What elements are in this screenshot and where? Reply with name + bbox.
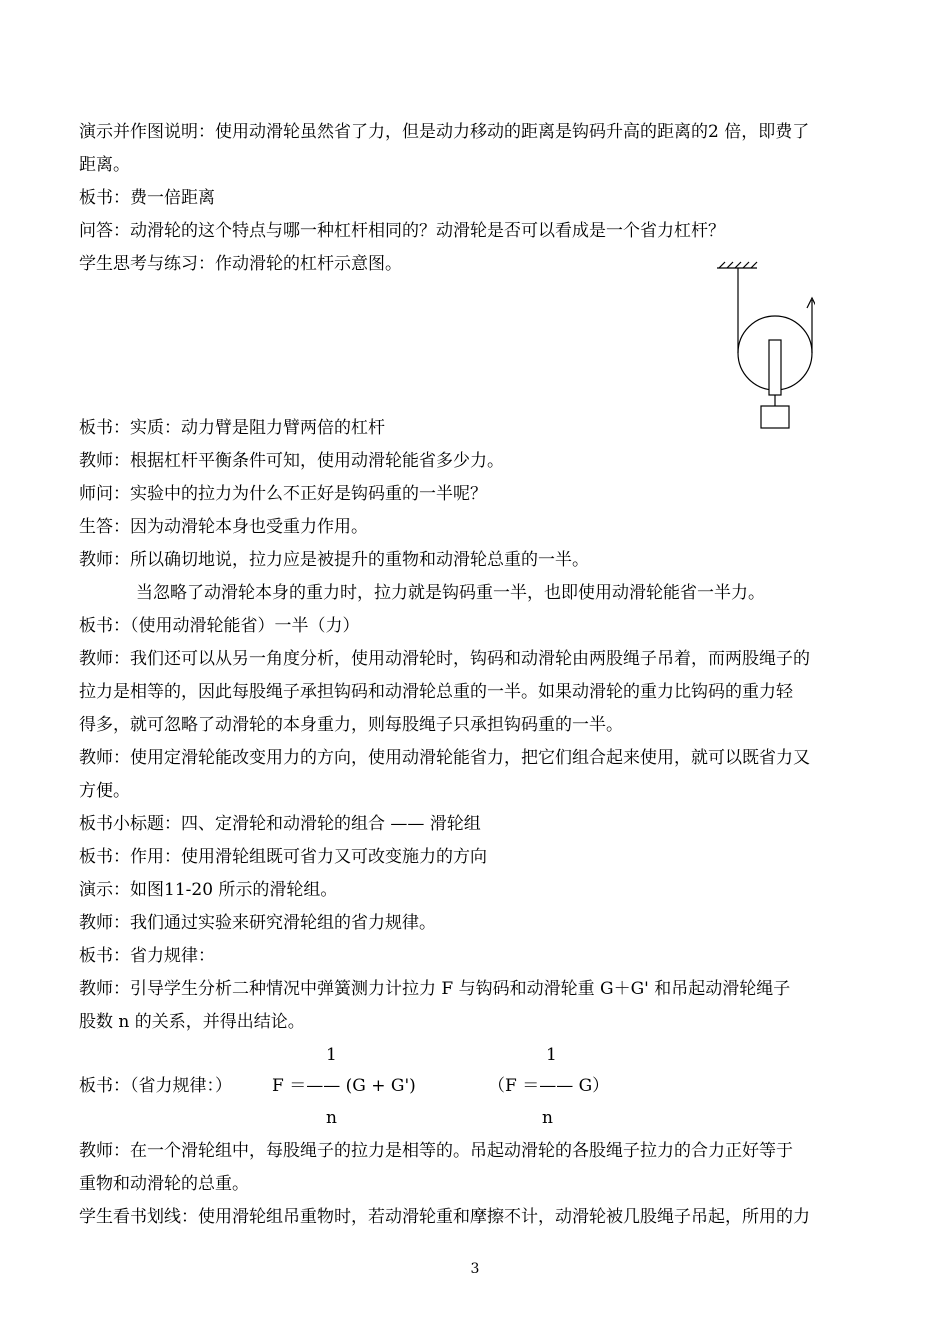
text-line: 教师：所以确切地说，拉力应是被提升的重物和动滑轮总重的一半。 xyxy=(79,550,589,570)
text-line: 板书：省力规律： xyxy=(79,946,215,966)
text-line: 问答：动滑轮的这个特点与哪一种杠杆相同的？动滑轮是否可以看成是一个省力杠杆？ xyxy=(79,221,725,241)
text-line: 板书：作用：使用滑轮组既可省力又可改变施力的方向 xyxy=(79,847,487,867)
formula-expression: （F ＝—— G） xyxy=(488,1076,610,1096)
text-line: 板书：费一倍距离 xyxy=(79,188,215,208)
text-line: 教师：根据杠杆平衡条件可知，使用动滑轮能省多少力。 xyxy=(79,451,504,471)
text-line: 当忽略了动滑轮本身的重力时，拉力就是钩码重一半，也即使用动滑轮能省一半力。 xyxy=(136,583,765,603)
text-line: 板书：实质：动力臂是阻力臂两倍的杠杆 xyxy=(79,418,385,438)
pulley-axle xyxy=(769,340,781,395)
weight-block xyxy=(761,406,789,428)
text-line: 教师：我们通过实验来研究滑轮组的省力规律。 xyxy=(79,913,436,933)
text-line: 距离。 xyxy=(79,155,130,175)
text-line: 演示并作图说明：使用动滑轮虽然省了力，但是动力移动的距离是钩码升高的距离的2 倍，即费了 xyxy=(79,122,810,142)
text-line: 板书：（使用动滑轮能省）一半（力） xyxy=(79,616,360,636)
text-line: 拉力是相等的，因此每股绳子承担钩码和动滑轮总重的一半。如果动滑轮的重力比钩码的重力轻 xyxy=(79,682,793,702)
text-line: 得多，就可忽略了动滑轮的本身重力，则每股绳子只承担钩码重的一半。 xyxy=(79,715,623,735)
text-line: 学生看书划线：使用滑轮组吊重物时，若动滑轮重和摩擦不计，动滑轮被几股绳子吊起，所用的力 xyxy=(79,1207,810,1227)
formula-denominator: n xyxy=(326,1108,337,1128)
text-line: 教师：在一个滑轮组中，每股绳子的拉力是相等的。吊起动滑轮的各股绳子拉力的合力正好等于 xyxy=(79,1141,793,1161)
text-line: 股数 n 的关系，并得出结论。 xyxy=(79,1012,305,1032)
movable-pulley-diagram xyxy=(705,258,815,438)
text-line: 教师：引导学生分析二种情况中弹簧测力计拉力 F 与钩码和动滑轮重 G＋G' 和吊起动滑轮绳子 xyxy=(79,979,791,999)
text-line: 生答：因为动滑轮本身也受重力作用。 xyxy=(79,517,368,537)
text-line: 学生思考与练习：作动滑轮的杠杆示意图。 xyxy=(79,254,402,274)
formula-denominator: n xyxy=(542,1108,553,1128)
text-line: 演示：如图11-20 所示的滑轮组。 xyxy=(79,880,338,900)
formula-numerator: 1 xyxy=(546,1045,557,1065)
text-line: 教师：使用定滑轮能改变用力的方向，使用动滑轮能省力，把它们组合起来使用，就可以既省力又 xyxy=(79,748,810,768)
formula-numerator: 1 xyxy=(326,1045,337,1065)
text-line: 师问：实验中的拉力为什么不正好是钩码重的一半呢？ xyxy=(79,484,487,504)
page-number: 3 xyxy=(470,1261,480,1277)
formula-expression: F ＝—— (G + G') xyxy=(272,1076,416,1096)
text-line: 方便。 xyxy=(79,781,130,801)
text-line: 教师：我们还可以从另一角度分析，使用动滑轮时，钩码和动滑轮由两股绳子吊着，而两股绳子的 xyxy=(79,649,810,669)
text-line: 重物和动滑轮的总重。 xyxy=(79,1174,249,1194)
pull-arrow xyxy=(807,298,815,308)
text-line: 板书小标题：四、定滑轮和动滑轮的组合 —— 滑轮组 xyxy=(79,814,481,834)
formula-label: 板书：（省力规律：） xyxy=(79,1076,232,1096)
